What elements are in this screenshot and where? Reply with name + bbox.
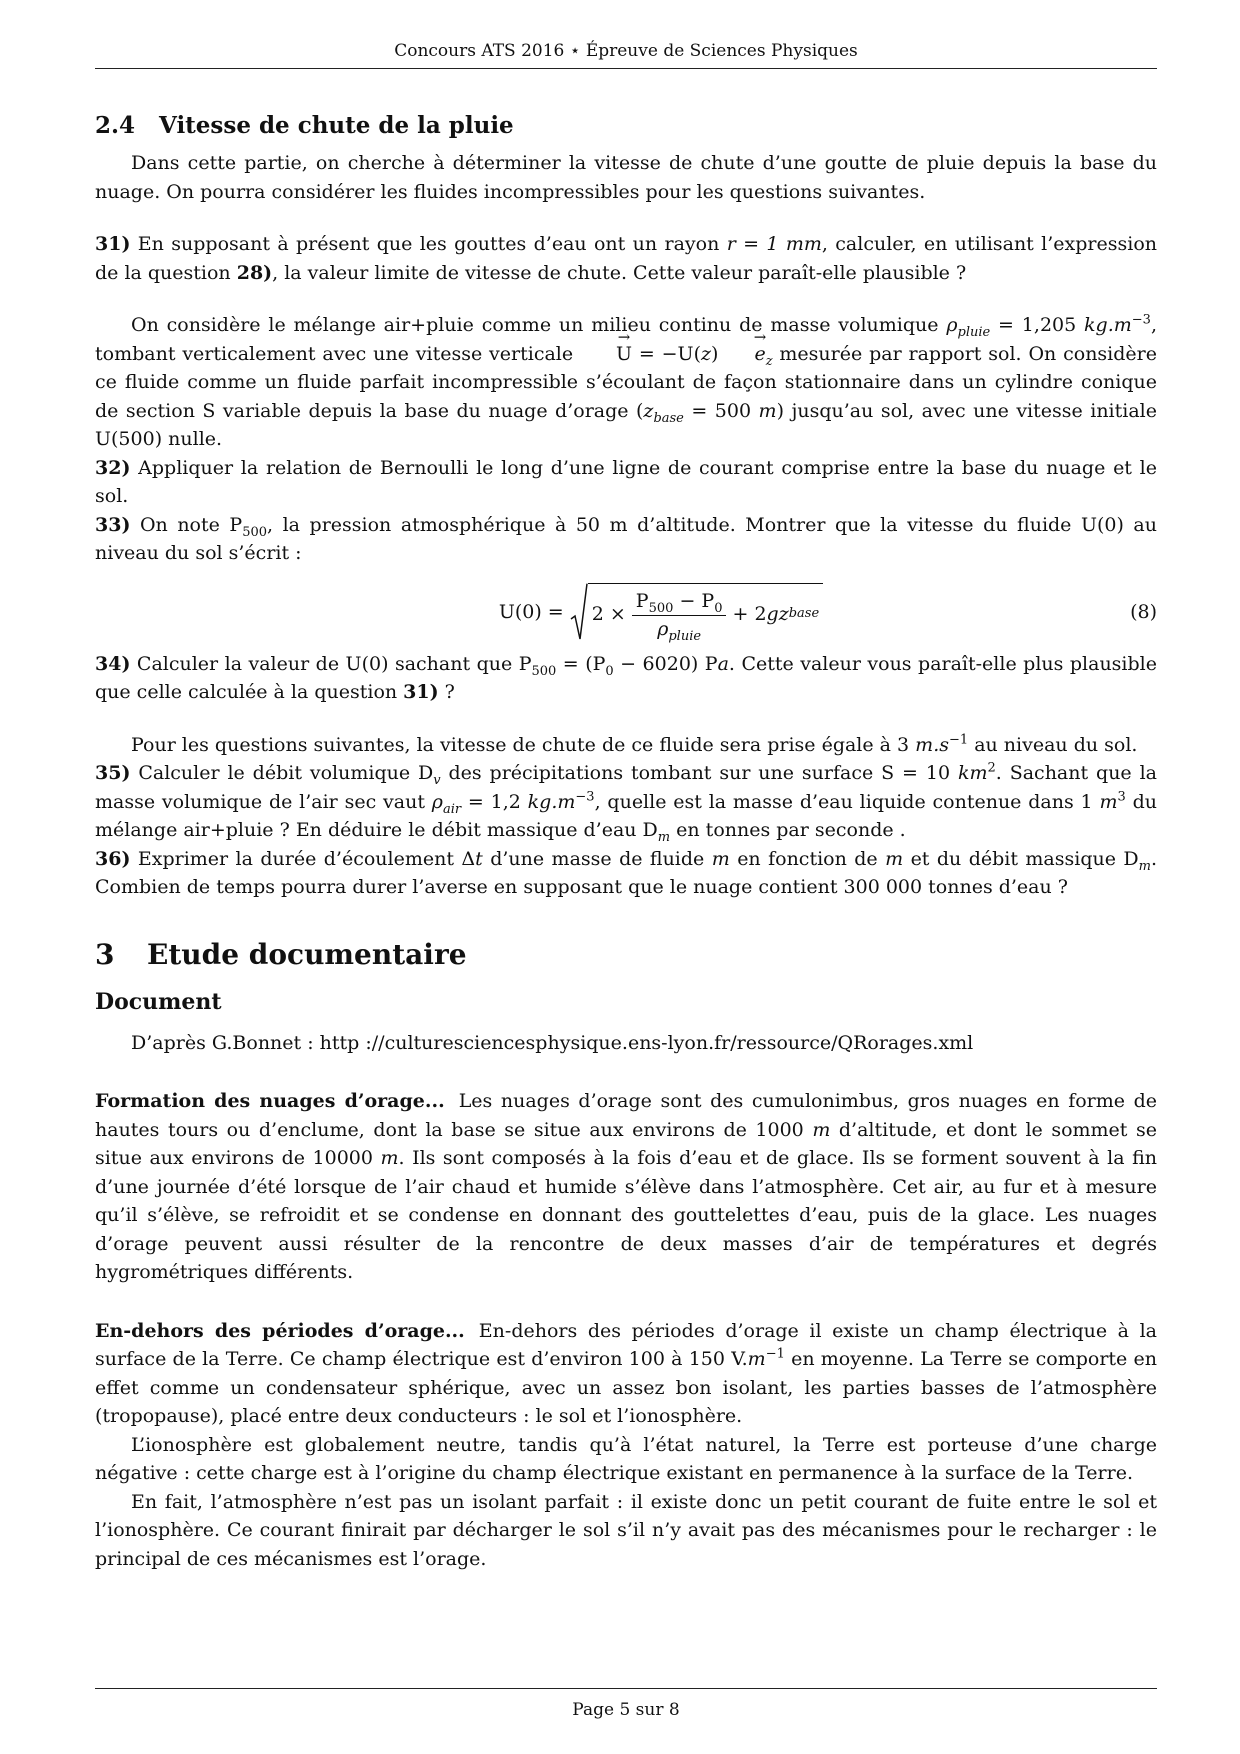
question-label: 32) [95,456,131,479]
footer-rule [95,1688,1157,1689]
text: et du débit massique D [903,847,1139,870]
equation-body [498,583,823,644]
text: d’altitude, et dont le sommet se situe aux environs de 10000 [95,1118,1157,1169]
question-label: 35) [95,762,131,784]
text: = 1,205 [990,314,1085,336]
text: Appliquer la relation de Bernoulli le long d’une ligne de courant comprise entre la base du nuage et le sol. [95,456,1157,507]
subscript: 500 [242,524,268,540]
text: − 6020) P [613,652,718,675]
exponent: 2 [987,760,996,776]
text: ) jusqu’au sol, avec une vitesse initiale U(500) nulle. [95,399,1157,450]
math-sub: pluie [668,628,702,644]
section-title: Etude documentaire [147,937,467,971]
math: r = 1 mm [726,233,822,255]
question-36 [95,845,1157,902]
denominator [657,616,702,644]
equation-lhs: U(0) = [498,600,564,623]
radical-sign [570,583,588,641]
section-number: 3 [95,937,115,971]
document-source: D’après G.Bonnet : http ://culturesciencesphysique.ens-lyon.fr/ressource/QRorages.xml [131,1031,974,1054]
unit: kg.m [1084,314,1132,336]
text: . Ils sont composés à la fois d’eau et de glace. Ils se forment souvent à la fin d’une journée d’été lorsque de l’air chaud et humide s’élève dans l’atmosphère. Cet air, au fur et à mesure qu’il s’élève, se refroidit et se condense en donnant des gouttelettes d’eau, puis de la glace. Les nuages d’orage peuvent aussi résulter de la rencontre de deux masses d’air de températures et degrés hygrométriques différents. [95,1147,1157,1283]
math-sub: base [788,606,820,621]
unit: m.s [915,733,949,756]
text: Exprimer la durée d’écoulement Δ [130,847,476,870]
exponent: −3 [1131,312,1151,328]
math: ρ [431,790,443,813]
math-sub: pluie [957,324,991,340]
exponent: 3 [1117,789,1126,805]
math: gz [766,603,789,625]
math: m [885,847,904,870]
subscript: 500 [531,663,557,679]
section-intro: Dans cette partie, on cherche à déterminer la vitesse de chute d’une goutte de pluie depuis la base du nuage. On pourra considérer les fluides incompressibles pour les questions suivantes. [95,152,1157,203]
text: Calculer le débit volumique D [130,762,434,784]
equation-8 [95,576,1157,648]
math: m [711,847,730,870]
fluid-paragraph [95,311,1157,454]
endehors-paragraph [95,1317,1157,1431]
text: mesurée par rapport sol. On considère ce fluide comme un fluide parfait incompressible s’écoulant de façon stationnaire dans un cylindre conique de section S variable depuis la base du nuage d’orage ( [95,342,1157,422]
text: du mélange air+pluie ? En déduire le débit massique d’eau D [95,790,1157,841]
text: ? [438,681,455,703]
page [95,0,1157,1754]
text: On considère le mélange air+pluie comme un milieu continu de masse volumique [131,314,947,336]
page-number: Page 5 sur 8 [572,1700,680,1720]
text: des précipitations tombant sur une surface S = 10 [440,762,958,784]
unit: a [717,652,729,675]
text: P [635,589,649,612]
text: en moyenne. La Terre se comporte en effet comme un condensateur sphérique, avec un assez bon isolant, les parties basses de l’atmosphère (tropopause), placé entre deux conducteurs : le sol et l’ionosphère. [95,1348,1158,1427]
math-sub: v [433,772,441,788]
question-32 [95,454,1157,511]
question-label: 33) [95,513,131,536]
subscript: 0 [605,663,614,679]
unit: kg.m [527,790,576,813]
square-root [570,583,823,644]
text: , la valeur limite de vitesse de chute. Cette valeur paraît-elle plausible ? [272,261,967,284]
math: z [643,399,654,422]
question-34 [95,650,1157,707]
math: ρ [657,617,669,640]
exponent: −1 [765,1346,785,1362]
text: ) [711,342,719,365]
content [95,112,1157,1573]
question-label: 31) [95,233,131,255]
ionosphere-paragraph: L’ionosphère est globalement neutre, tandis qu’à l’état naturel, la Terre est porteuse d’une charge négative : cette charge est à l’origine du champ électrique existant en permanence à la surface de la Terre. [95,1433,1157,1484]
text: , calculer, en utilisant l’expression de la question [95,233,1157,284]
text: , quelle est la masse d’eau liquide contenue dans 1 [594,790,1100,813]
fraction [632,589,727,644]
unit: km [957,762,988,784]
vector-u: → U [580,340,632,369]
text: = 500 [683,399,759,422]
numerator [632,589,727,616]
question-label: 36) [95,847,131,870]
subscript: 0 [714,600,723,616]
leak-current-paragraph: En fait, l’atmosphère n’est pas un isolant parfait : il existe donc un petit courant de fuite entre le sol et l’ionosphère. Ce courant finirait par décharger le sol s’il n’y avait pas des mécanismes pour le recharger : le principal de ces mécanismes est l’orage. [95,1490,1157,1570]
two-times: 2 × [591,603,626,625]
math: z [701,342,712,365]
math-sub: base [653,410,684,426]
text: On note P [130,513,243,536]
question-35 [95,759,1157,845]
text: = (P [556,652,606,675]
text: . Cette valeur vous paraît-elle plus plausible que celle calculée à la question [95,652,1157,703]
vector-e: → e [718,340,765,369]
unit: m [812,1118,831,1141]
exponent: −1 [948,732,969,748]
formation-paragraph [95,1087,1157,1287]
question-ref: 28) [236,261,273,284]
math-sub: air [442,801,462,817]
text: . Combien de temps pourra durer l’averse en supposant que le nuage contient 300 000 tonnes d’eau ? [95,847,1158,898]
question-ref: 31) [403,681,439,703]
runin-title: Formation des nuages d’orage... [95,1090,445,1112]
runin-title: En-dehors des périodes d’orage... [95,1319,465,1342]
math: ρ [946,314,958,336]
text: − P [673,589,715,612]
text: + 2 [732,603,767,625]
exponent: −3 [575,789,595,805]
math-sub: m [1138,858,1151,874]
text: en fonction de [729,847,886,870]
text: en tonnes par seconde . [670,819,906,841]
radicand [588,583,823,644]
equation-number: (8) [1130,600,1157,623]
section-3-heading [95,938,1157,971]
section-number: 2.4 [95,112,136,139]
unit: m [747,1348,766,1370]
question-label: 34) [95,652,131,675]
next-paragraph [95,731,1157,760]
unit: m [380,1147,399,1169]
section-2-4-heading [95,112,1157,139]
document-subheading: Document [95,988,222,1015]
text: En-dehors des périodes d’orage il existe un champ électrique à la surface de la Terre. Ce champ électrique est d’environ 100 à 150 V. [95,1319,1158,1370]
text: Calculer la valeur de U(0) sachant que P [130,652,532,675]
question-33 [95,511,1157,568]
text: au niveau du sol. [968,733,1138,756]
math-sub: m [657,829,671,845]
math: t [475,847,483,870]
subscript: 500 [648,600,674,616]
question-31 [95,230,1157,287]
text: = −U( [632,342,701,365]
unit: m [1099,790,1118,813]
text: Les nuages d’orage sont des cumulonimbus, gros nuages en forme de hautes tours ou d’enclume, dont la base se situe aux environs de 1000 [95,1090,1157,1141]
text: = 1,2 [461,790,528,813]
text: Pour les questions suivantes, la vitesse de chute de ce fluide sera prise égale à 3 [131,733,916,756]
text: . Sachant que la masse volumique de l’air sec vaut [95,762,1157,813]
section-title: Vitesse de chute de la pluie [159,112,514,139]
unit: m [758,399,777,422]
text: En supposant à présent que les gouttes d’eau ont un rayon [130,233,727,255]
running-header: Concours ATS 2016 ⋆ Épreuve de Sciences Physiques [95,40,1157,69]
text: , la pression atmosphérique à 50 m d’altitude. Montrer que la vitesse du fluide U(0) au niveau du sol s’écrit : [95,513,1157,564]
text: , tombant verticalement avec une vitesse verticale [95,314,1157,365]
math-sub: z [765,353,773,369]
text: d’une masse de fluide [482,847,712,870]
